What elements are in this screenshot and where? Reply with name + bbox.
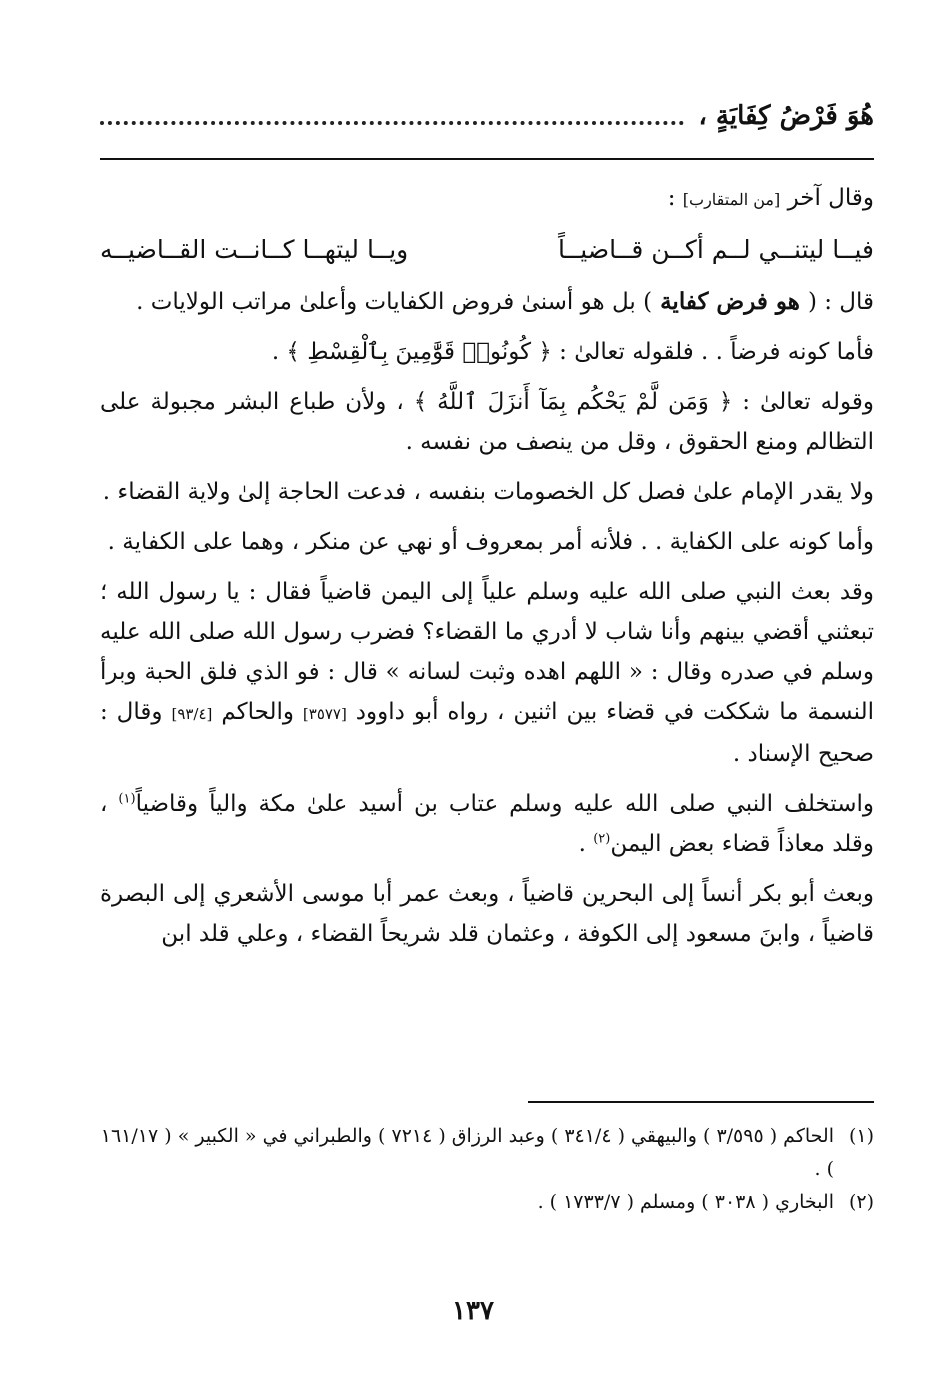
running-header: [100, 96, 874, 136]
paragraph-8: وبعث أبو بكر أنساً إلى البحرين قاضياً ، وبعث عمر أبا موسى الأشعري إلى البصرة قاضياً ، وابنَ مسعود إلى الكوفة ، وعثمان قلد شريحاً القضاء ، وعلي قلد ابن: [100, 881, 874, 947]
paragraph-6-text-c: وقال : صحيح الإسناد .: [100, 699, 874, 767]
paragraph-2: فأما كونه فرضاً . . فلقوله تعالىٰ : ﴿ كُونُوا۟ قَوَّٰمِينَ بِٱلْقِسْطِ ﴾ .: [271, 339, 874, 365]
verse-intro-colon: :: [667, 185, 676, 211]
footnote-item: [100, 1186, 874, 1219]
reference-abu-dawud: [٣٥٧٧]: [302, 705, 347, 723]
footnote-rule: [528, 1101, 874, 1103]
footnote-item: [100, 1120, 874, 1186]
paragraph-1-prefix: قال : (: [807, 289, 874, 315]
footnote-text: الحاكم ( ٣/٥٩٥ ) والبيهقي ( ٣٤١/٤ ) وعبد الرزاق ( ٧٢١٤ ) والطبراني في « الكبير » ( ١٦١/١٧ ) .: [100, 1125, 834, 1180]
paragraph-1: [100, 282, 874, 322]
footnote-text: البخاري ( ٣٠٣٨ ) ومسلم ( ١٧٣٣/٧ ) .: [537, 1191, 834, 1213]
paragraph-5: وأما كونه على الكفاية . . فلأنه أمر بمعروف أو نهي عن منكر ، وهما على الكفاية .: [107, 529, 874, 555]
verse-first-hemistich: فيــا ليتنــي لــم أكــن قــاضيــاً: [558, 235, 874, 264]
footnote-number: (١): [848, 1125, 874, 1147]
paragraph-6-text: وقد بعث النبي صلى الله عليه وسلم علياً إلى اليمن قاضياً فقال : يا رسول الله ؛ تبعثني أقضي بينهم وأنا شاب لا أدري ما القضاء؟ فضرب رسول الله صلى الله عليه وسلم في صدره وقال : « اللهم اهده وثبت لسانه » قال : فو الذي فلق الحبة وبرأ النسمة ما شككت في قضاء بين اثنين ، رواه أبو داوود: [100, 579, 875, 725]
paragraph-6-text-b: والحاكم: [221, 699, 294, 725]
page-number: ١٣٧: [452, 1296, 494, 1326]
paragraph-7-text-b: ، وقلد معاذاً قضاء بعض اليمن: [100, 791, 874, 857]
paragraph-3: وقوله تعالىٰ : ﴿ وَمَن لَّمْ يَحْكُم بِمَآ أَنزَلَ ٱللَّهُ ﴾ ، ولأن طباع البشر مجبولة على التظالم ومنع الحقوق ، وقل من ينصف من نفسه .: [100, 389, 874, 455]
footnote-marker-1[interactable]: (١): [118, 791, 136, 807]
paragraph-1-suffix: ) بل هو أسنىٰ فروض الكفايات وأعلىٰ مراتب الولايات .: [136, 289, 653, 315]
header-dot-leader: [100, 107, 684, 125]
footnotes: [100, 1120, 874, 1219]
paragraph-6: [100, 572, 874, 774]
verse-intro-text: وقال آخر: [787, 185, 874, 211]
quoted-text-bold: هو فرض كفاية: [652, 288, 808, 315]
verse-intro: [100, 178, 874, 220]
paragraph-7-text-c: .: [578, 831, 586, 857]
running-header-title: هُوَ فَرْضُ كِفَايَةٍ ،: [698, 101, 874, 131]
poetry-verse: [100, 230, 874, 270]
meter-label: [من المتقارب]: [682, 190, 781, 209]
paragraph-4: ولا يقدر الإمام علىٰ فصل كل الخصومات بنفسه ، فدعت الحاجة إلىٰ ولاية القضاء .: [102, 479, 874, 505]
footnote-marker-2[interactable]: (٢): [593, 831, 611, 847]
main-text: [100, 178, 874, 964]
reference-hakim: [٩٣/٤]: [171, 705, 213, 723]
paragraph-7-text: واستخلف النبي صلى الله عليه وسلم عتاب بن أسيد علىٰ مكة والياً وقاضياً: [135, 791, 875, 817]
verse-second-hemistich: ويــا ليتهــا كــانــت القــاضيــه: [100, 235, 409, 264]
paragraph-7: [100, 784, 874, 864]
footnote-number: (٢): [848, 1191, 874, 1213]
header-rule: [100, 158, 874, 160]
